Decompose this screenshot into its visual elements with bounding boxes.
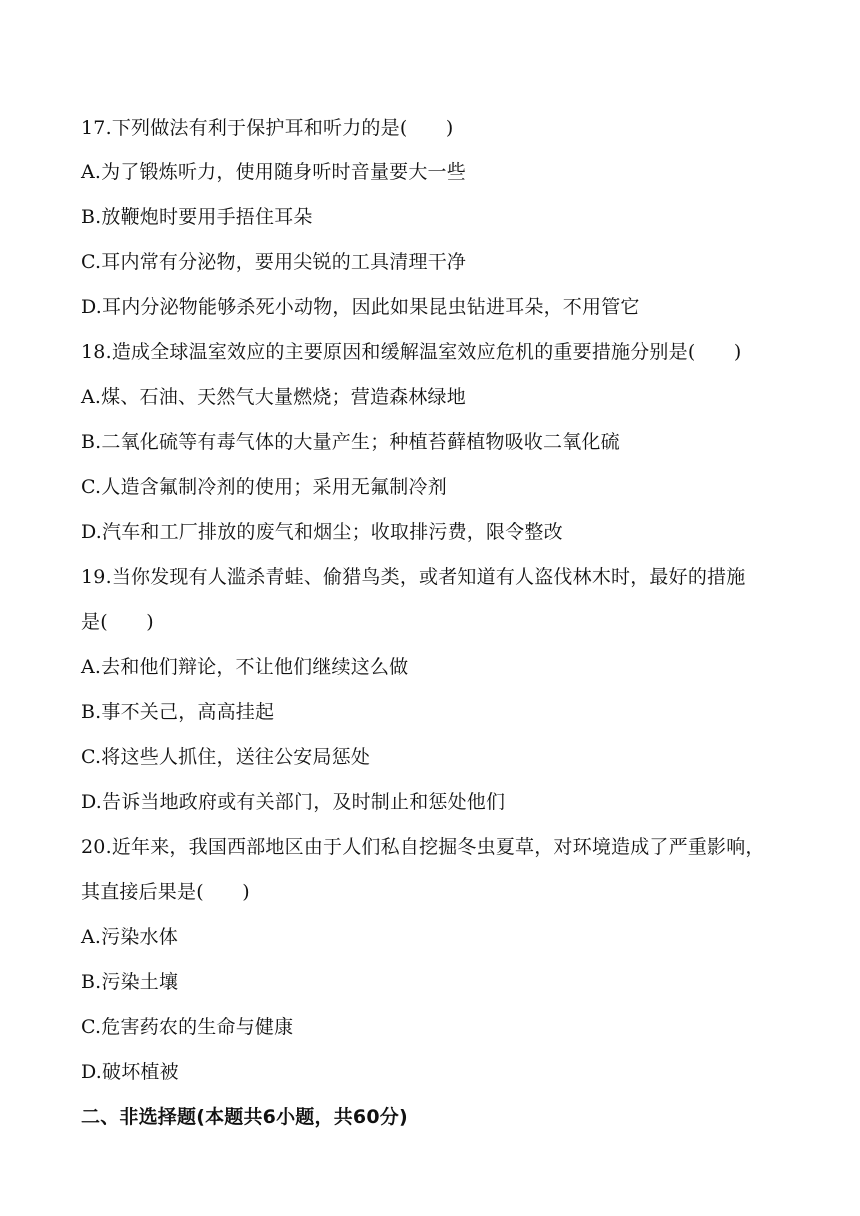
question-19-option-b: B.事不关己，高高挂起: [81, 701, 275, 723]
question-18-option-b: B.二氧化硫等有毒气体的大量产生；种植苔藓植物吸收二氧化硫: [81, 431, 620, 453]
question-18-option-a: A.煤、石油、天然气大量燃烧；营造森林绿地: [81, 386, 466, 408]
question-19-option-d: D.告诉当地政府或有关部门，及时制止和惩处他们: [81, 791, 506, 813]
question-19-stem-line-2: 是( ): [81, 611, 154, 633]
question-20-stem-line-2: 其直接后果是( ): [81, 881, 250, 903]
question-20-option-c: C.危害药农的生命与健康: [81, 1016, 294, 1038]
question-17-option-a: A.为了锻炼听力，使用随身听时音量要大一些: [81, 161, 466, 183]
question-18-option-c: C.人造含氟制冷剂的使用；采用无氟制冷剂: [81, 476, 447, 498]
question-20-option-d: D.破坏植被: [81, 1061, 179, 1083]
question-20-stem-line-1: 20.近年来，我国西部地区由于人们私自挖掘冬虫夏草，对环境造成了严重影响，: [81, 836, 765, 858]
question-18-option-d: D.汽车和工厂排放的废气和烟尘；收取排污费，限令整改: [81, 521, 563, 543]
section-2-heading: 二、非选择题(本题共6小题，共60分): [81, 1106, 408, 1128]
question-18-stem: 18.造成全球温室效应的主要原因和缓解温室效应危机的重要措施分别是( ): [81, 341, 742, 363]
question-17-stem: 17.下列做法有利于保护耳和听力的是( ): [81, 117, 454, 139]
question-20-option-b: B.污染土壤: [81, 971, 179, 993]
question-17-option-b: B.放鞭炮时要用手捂住耳朵: [81, 206, 313, 228]
question-17-option-c: C.耳内常有分泌物，要用尖锐的工具清理干净: [81, 251, 467, 273]
question-19-option-a: A.去和他们辩论，不让他们继续这么做: [81, 656, 409, 678]
question-19-option-c: C.将这些人抓住，送往公安局惩处: [81, 746, 371, 768]
question-17-option-d: D.耳内分泌物能够杀死小动物，因此如果昆虫钻进耳朵，不用管它: [81, 296, 640, 318]
question-20-option-a: A.污染水体: [81, 926, 178, 948]
question-19-stem-line-1: 19.当你发现有人滥杀青蛙、偷猎鸟类，或者知道有人盗伐林木时，最好的措施: [81, 566, 746, 588]
